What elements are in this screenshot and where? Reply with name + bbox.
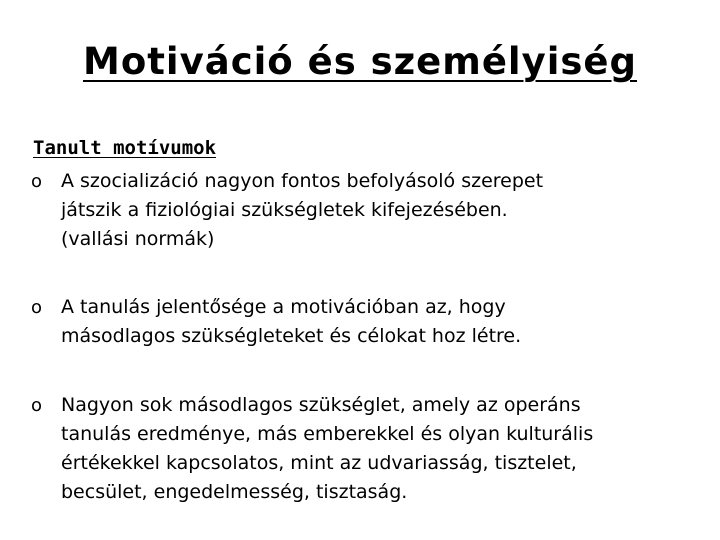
- bullet-item: [31, 391, 691, 507]
- bullet-line: másodlagos szükségleteket és célokat hoz létre.: [61, 325, 522, 347]
- bullet-text: [61, 293, 691, 351]
- bullet-marker: o: [31, 297, 43, 318]
- bullet-marker: o: [31, 395, 43, 416]
- bullet-line: (vallási normák): [61, 228, 215, 250]
- bullet-marker: o: [31, 171, 43, 192]
- slide-title: Motiváció és személyiség: [83, 40, 637, 83]
- bullet-text: [61, 167, 691, 254]
- bullet-text: [61, 391, 691, 507]
- bullet-line: A tanulás jelentősége a motivációban az, hogy: [61, 296, 506, 318]
- bullet-line: értékekkel kapcsolatos, mint az udvariasság, tisztelet,: [61, 452, 577, 474]
- bullet-item: [31, 167, 691, 254]
- section-heading: Tanult motívumok: [33, 137, 217, 159]
- bullet-item: [31, 293, 691, 351]
- bullet-line: tanulás eredménye, más emberekkel és olyan kulturális: [61, 423, 594, 445]
- bullet-line: A szocializáció nagyon fontos befolyásoló szerepet: [61, 170, 544, 192]
- bullet-line: Nagyon sok másodlagos szükséglet, amely az operáns: [61, 394, 581, 416]
- bullet-line: játszik a fiziológiai szükségletek kifejezésében.: [61, 199, 508, 221]
- bullet-line: becsület, engedelmesség, tisztaság.: [61, 481, 408, 503]
